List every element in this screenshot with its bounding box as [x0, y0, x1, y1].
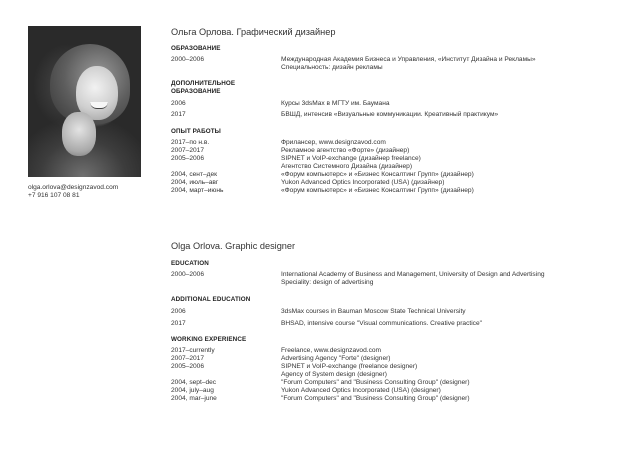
ru-additional-heading-2: ОБРАЗОВАНИЕ	[171, 87, 221, 95]
ru-work-line: Фрилансер, www.designzavod.com	[281, 139, 386, 146]
en-education-line-2: Speciality: design of advertising	[281, 279, 374, 286]
en-education-heading: EDUCATION	[171, 260, 209, 267]
en-work-period: 2004, mar–june	[171, 395, 217, 402]
ru-work-line: «Форум компьютерс» и «Бизнес Консалтинг Групп» (дизайнер)	[281, 187, 474, 194]
en-work-line: Freelance, www.designzavod.com	[281, 347, 382, 354]
en-work-line: SIPNET и VoIP-exchange (freelance designer)	[281, 363, 418, 370]
en-work-period: 2007–2017	[171, 355, 205, 362]
en-work-period: 2005–2006	[171, 363, 205, 370]
en-education-period: 2000–2006	[171, 271, 205, 278]
en-additional-period-2: 2017	[171, 320, 186, 327]
ru-education-line-2: Специальность: дизайн рекламы	[281, 64, 383, 71]
ru-work-heading: ОПЫТ РАБОТЫ	[171, 128, 221, 135]
ru-education-period: 2000–2006	[171, 56, 205, 63]
ru-work-line: Рекламное агентство «Форте» (дизайнер)	[281, 147, 410, 154]
photo-hand-shape	[62, 112, 96, 156]
ru-work-line: SIPNET и VoIP-exchange (дизайнер freelance)	[281, 155, 421, 162]
en-additional-period-1: 2006	[171, 308, 186, 315]
en-work-heading: WORKING EXPERIENCE	[171, 336, 247, 343]
ru-work-period: 2004, сент–дек	[171, 171, 218, 178]
ru-work-period: 2005–2006	[171, 155, 205, 162]
ru-additional-heading-1: ДОПОЛНИТЕЛЬНОЕ	[171, 80, 236, 87]
en-work-line: Agency of System design (designer)	[281, 371, 387, 378]
ru-education-heading: ОБРАЗОВАНИЕ	[171, 45, 221, 52]
ru-work-period: 2017–по н.в.	[171, 139, 210, 146]
en-work-line: "Forum Computers" and "Business Consulting Group" (designer)	[281, 395, 470, 402]
ru-additional-period-1: 2006	[171, 100, 186, 107]
en-work-period: 2004, july–aug	[171, 387, 214, 394]
ru-additional-period-2: 2017	[171, 111, 186, 118]
ru-additional-text-1: Курсы 3dsMax в МГТУ им. Баумана	[281, 100, 390, 107]
contact-email[interactable]: olga.orlova@designzavod.com	[28, 184, 119, 191]
en-education-line-1: International Academy of Business and Management, University of Design and Advertising	[281, 271, 545, 278]
ru-education-line-1: Международная Академия Бизнеса и Управления, «Институт Дизайна и Рекламы»	[281, 56, 536, 63]
en-additional-text-2: BHSAD, intensive course "Visual communications. Creative practice"	[281, 320, 482, 327]
ru-work-period: 2007–2017	[171, 147, 205, 154]
ru-title: Ольга Орлова. Графический дизайнер	[171, 27, 336, 37]
en-title: Olga Orlova. Graphic designer	[171, 241, 296, 251]
ru-work-line: Yukon Advanced Optics Incorporated (USA) (дизайнер)	[281, 179, 445, 186]
en-additional-heading: ADDITIONAL EDUCATION	[171, 296, 251, 303]
en-work-line: "Forum Computers" and "Business Consulting Group" (designer)	[281, 379, 470, 386]
en-work-line: Advertising Agency "Forte" (designer)	[281, 355, 391, 362]
contact-phone: +7 916 107 08 81	[28, 192, 80, 199]
en-work-period: 2004, sept–dec	[171, 379, 217, 386]
en-additional-text-1: 3dsMax courses in Bauman Moscow State Technical University	[281, 308, 466, 315]
profile-photo	[28, 26, 141, 177]
ru-work-period: 2004, июль–авг	[171, 179, 219, 186]
ru-work-line: Агентство Системного Дизайна (дизайнер)	[281, 163, 413, 170]
ru-work-period: 2004, март–июнь	[171, 187, 224, 194]
en-work-line: Yukon Advanced Optics Incorporated (USA) (designer)	[281, 387, 441, 394]
en-work-period: 2017–currently	[171, 347, 215, 354]
ru-additional-text-2: БВШД, интенсив «Визуальные коммуникации. Креативный практикум»	[281, 111, 499, 118]
ru-work-line: «Форум компьютерс» и «Бизнес Консалтинг Групп» (дизайнер)	[281, 171, 474, 178]
